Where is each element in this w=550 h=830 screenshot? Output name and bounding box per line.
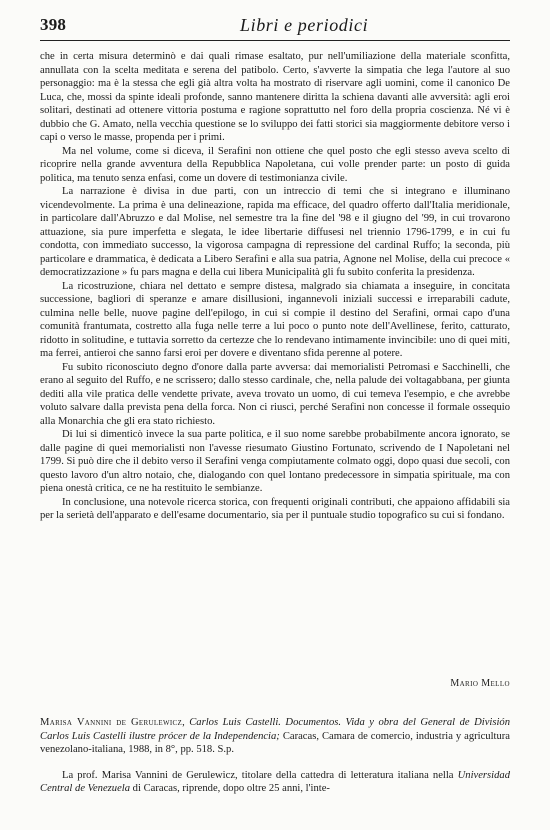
review-paragraph: Fu subito riconosciuto degno d'onore dalla parte avversa: dai memorialisti Petromasi e Sacchinelli, che erano al seguito del Ruffo, e ne scrissero; dallo stesso cardinale, che, nella palude dei voltagabbana, per giunta dediti alla vile pratica delle vendette private, aveva trovato un uomo, di cui temeva l'esempio, e che avrebbe voluto salvare dalla prevista pena della forca. Non ci riuscì, perché Serafini non concesse il formale ossequio alla Monarchia che gli era stato richiesto. [40,361,510,427]
header-rule [40,40,510,41]
citation-title: Carlos Luis Castelli. Documentos. Vida y obra del General de División Carlos Luis Castelli ilustre prócer de la Independencia; [40,717,511,742]
review-paragraph: Ma nel volume, come si diceva, il Serafini non ottiene che quel posto che egli stesso aveva scelto di ricoprire nella grande avventura della Repubblica Napoletana, cui volle prender parte: un posto di guida politica, ma tenuto senza enfasi, come un dovere di testimonianza civile. [40,145,510,184]
review-signature: Mario Mello [450,678,510,689]
citation-author: Marisa Vannini de Gerulewicz [40,717,183,728]
review-paragraph: In conclusione, una notevole ricerca storica, con frequenti originali contributi, che appaiono affidabili sia per la serietà dell'apparato e dell'esame documentario, sia per il puntuale studio topografico su cui si fondano. [40,496,510,521]
review-paragraph: La ricostruzione, chiara nel dettato e sempre distesa, malgrado sia chiamata a inseguire, in concitata successione, bagliori di speranze e amare disillusioni, ingannevoli iniziali successi e irreparabili cadute, culmina nelle belle, nuove pagine dell'epilogo, in cui si compie il destino del Serafini, ormai capo d'una comunità frantumata, costretto alla fuga nelle terre a lui poco o punto note dell'Avellinese, ferito, catturato, ridotto in solitudine, e tuttavia sorretto da certezze che lo rendevano intimamente invincibile: uno di quei miti, ma ferrei, antieroi che sanno farsi eroi per dovere e diventano sfida perenne al potere. [40,280,510,359]
review-paragraph: La narrazione è divisa in due parti, con un intreccio di temi che si integrano e illuminano vicendevolmente. La prima è una delineazione, rapida ma efficace, del quadro offerto dall'Italia meridionale, in particolare dall'Abruzzo e dal Molise, nel semestre tra la fine del '98 e il giugno del '99, in cui trovarono attuazione, sia pure imperfetta e slegata, le idee libertarie diffusesi nel triennio 1796-1799, e in cui fu condotta, con immediato successo, la vigorosa campagna di repressione del cardinal Ruffo; la seconda, più particolare e drammatica, è dedicata a Libero Serafini e alla sua patria, Agnone nel Molise, della cui precoce « democratizzazione » fu pars magna e della cui libera Municipalità gli fu subito conferita la presidenza. [40,186,510,278]
book-citation: Marisa Vannini de Gerulewicz, Carlos Luis Castelli. Documentos. Vida y obra del General de División Carlos Luis Castelli ilustre prócer de la Independencia; Caracas, Camara de comercio, industria y agricultura venezolano-italiana, 1988, in 8°, pp. 518. S.p. [40,717,511,755]
page-header [40,15,510,39]
second-review-text-cont: di Caracas, riprende, dopo oltre 25 anni, l'inte- [130,783,330,794]
citation-publication: Caracas, Camara de comercio, industria y agricultura venezolano-italiana, 1988, in 8°, pp. 518. S.p. [40,730,510,755]
review-paragraph: che in certa misura determinò e dai quali rimase esaltato, pur nell'umiliazione della materiale sconfitta, annullata con la scelta meditata e serena del patibolo. Certo, s'avverte la simpatia che lega l'autore al suo personaggio: ma è la stessa che egli già altra volta ha mostrato di riservare agli uomini, come il canonico De Luca, che, mossi da spinte ideali profonde, sanno mantenere diritta la schiena davanti alle avversità: agli eroi solitari, destinati ad ottenere vittoria postuma e ragione soprattutto nel foro della propria coscienza. Né vi è dubbio che G. Amato, nella vecchia questione se lo sviluppo dei fatti storici sia maggiormente debitore verso i capi o verso le masse, propenda per i primi. [40,51,510,143]
institution-name: Universidad Central de Venezuela [40,769,510,794]
running-head: Libri e periodici [240,15,369,35]
review-body [40,50,510,523]
page-number: 398 [40,15,67,34]
review-paragraph: Di lui si dimenticò invece la sua parte politica, e il suo nome sarebbe probabilmente ancora ignorato, se dalle pagine di quei memorialisti non l'avesse riesumato Giustino Fortunato, scrivendo de I Napoletani nel 1799. Si può dire che il debito verso il Serafini venga compiutamente colmato oggi, dopo quasi due secoli, con questo lavoro d'un altro notaio, che, dialogando con quel lontano predecessore in simpatia spirituale, ma con piena onestà critica, ce ne ha restituito le sembianze. [40,429,510,494]
second-review-opening [40,769,510,796]
second-review [40,716,510,796]
second-review-text: La prof. Marisa Vannini de Gerulewicz, titolare della cattedra di letteratura italiana nella [62,769,458,781]
